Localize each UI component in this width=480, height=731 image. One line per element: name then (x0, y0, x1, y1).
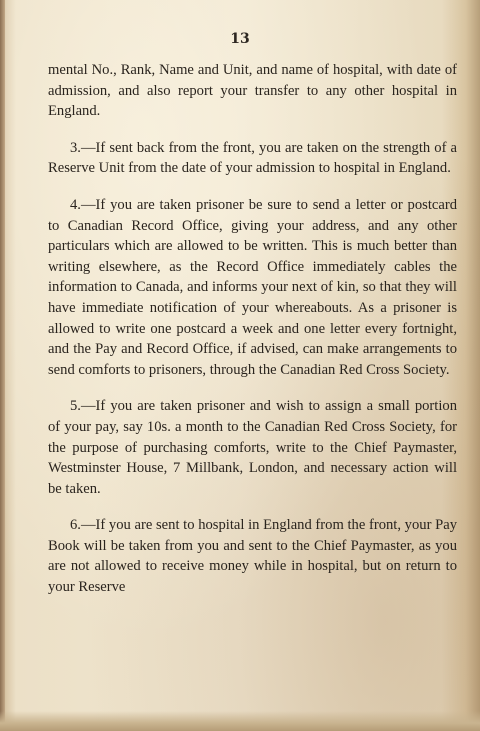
page-bottom-edge (0, 711, 480, 731)
page-binding-edge (0, 0, 5, 731)
paragraph-6: 6.—If you are sent to hospital in England from the front, your Pay Book will be taken from you and sent to the Chief Paymaster, as you are not allowed to receive money while in hospital, but on return to your Reserve (48, 517, 457, 596)
page-number: 13 (230, 31, 250, 47)
page-body (48, 60, 457, 614)
paragraph-3: 3.—If sent back from the front, you are taken on the strength of a Reserve Unit from the date of your admission to hospital in England. (48, 139, 457, 177)
paragraph-4: 4.—If you are taken prisoner be sure to send a letter or postcard to Canadian Record Office, giving your address, and any other particulars which are allowed to be written. This is much better than writing elsewhere, as the Record Office immediately cables the information to Canada, and informs your next of kin, so that they will have immediate notification of your whereabouts. As a prisoner is allowed to write one postcard a week and one letter every fortnight, and the Pay and Record Office, if advised, can make arrangements to send comforts to prisoners, through the Canadian Red Cross Society. (48, 196, 457, 378)
paragraph-continued: mental No., Rank, Name and Unit, and name of hospital, with date of admission, and also report your transfer to any other hospital in England. (48, 62, 457, 120)
paragraph-5: 5.—If you are taken prisoner and wish to assign a small portion of your pay, say 10s. a month to the Canadian Red Cross Society, for the purpose of purchasing comforts, write to the Chief Paymaster, Westminster House, 7 Millbank, London, and necessary action will be taken. (48, 398, 457, 497)
